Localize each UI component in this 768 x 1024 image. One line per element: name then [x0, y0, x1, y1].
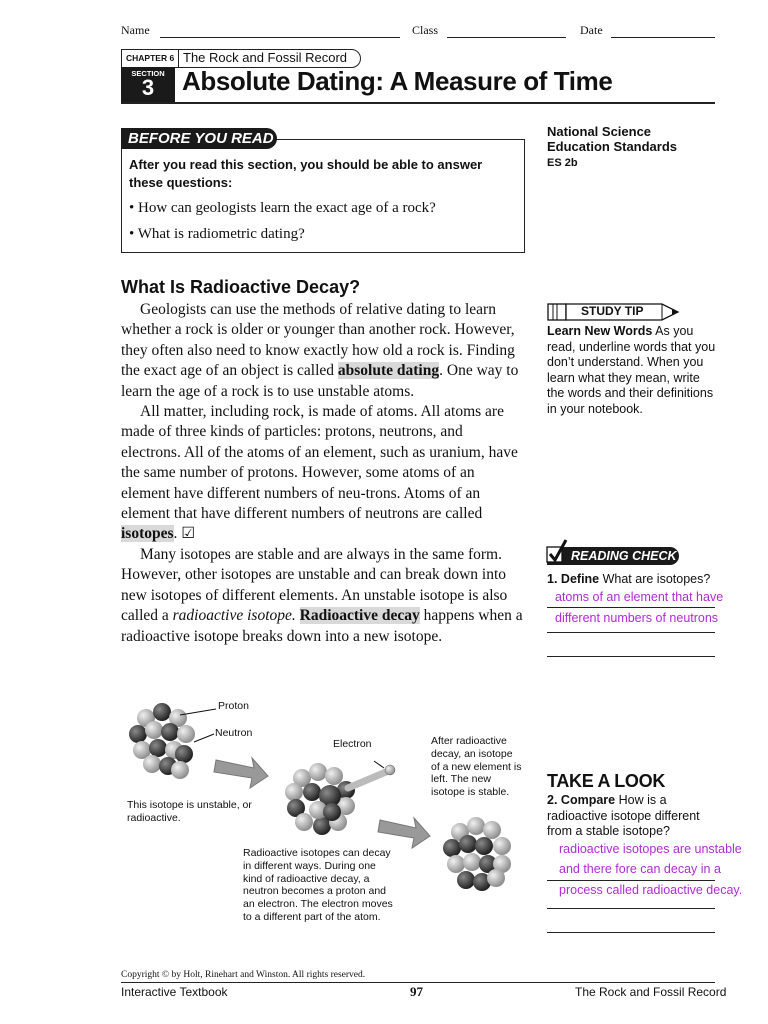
arrow-icon: [378, 818, 430, 848]
answer-line: [547, 908, 715, 909]
name-label: Name: [121, 23, 150, 37]
class-line[interactable]: [447, 37, 566, 38]
name-line[interactable]: [160, 37, 400, 38]
text: . One way to learn the age of a rock is to use unstable atoms.: [121, 362, 519, 400]
text: happens when a radioactive isotope breaks down into a new isotope.: [121, 607, 523, 645]
paragraph: [121, 545, 525, 647]
vocab-term: Radioactive decay: [299, 607, 420, 625]
arrow-icon: [214, 758, 268, 788]
neutron-label: Neutron: [215, 727, 253, 739]
proton-label: Proton: [218, 700, 249, 712]
class-label: Class: [412, 23, 439, 37]
answer-line: [547, 632, 715, 633]
question-text: What are isotopes?: [602, 572, 711, 586]
take-a-look-question: [547, 793, 717, 840]
reading-check-badge: READING CHECK: [571, 549, 677, 563]
chapter-title: The Rock and Fossil Record: [183, 50, 348, 65]
checkmark-icon: [545, 538, 569, 566]
after-decay-caption: After radioactive decay, an isotope of a new element is left. The new isotope is stable.: [431, 735, 522, 799]
answer-line[interactable]: [547, 932, 715, 933]
checkmark-icon: ☑: [181, 525, 196, 543]
answer-line: [547, 880, 715, 881]
before-you-read-question: • What is radiometric dating?: [129, 226, 305, 242]
take-a-look-title: TAKE A LOOK: [547, 771, 666, 791]
date-label: Date: [580, 23, 603, 37]
before-you-read-intro: After you read this section, you should be able to answer these questions:: [129, 157, 483, 190]
text: All matter, including rock, is made of atoms. All atoms are made of three kinds of particles: protons, neutrons, and electrons. All of the atoms of an element, such as uranium, have the same number of protons. However, some atoms of an element have different numbers of neu-trons. Atoms of an element that have different numbers of neutrons are called: [121, 403, 518, 523]
study-tip-lead: Learn New Words: [547, 324, 653, 338]
copyright: Copyright © by Holt, Rinehart and Winston. All rights reserved.: [121, 970, 366, 980]
before-you-read-title: BEFORE YOU READ: [128, 130, 274, 147]
text: Geologists can use the methods of relative dating to learn whether a rock is older or younger than another rock. However, they often also need to know exactly how old a rock is. Finding the exact age of an object is called: [121, 301, 515, 380]
study-tip-text: [547, 324, 717, 417]
section-title: Absolute Dating: A Measure of Time: [182, 66, 613, 96]
paragraph: [121, 402, 525, 545]
standards-title: National Science: [547, 124, 652, 139]
question-number: 1.: [547, 572, 558, 586]
date-line[interactable]: [611, 37, 715, 38]
decay-caption: Radioactive isotopes can decay in different ways. During one kind of radioactive decay, a neutron becomes a proton and an electron. The electron moves to a different part of the atom.: [243, 847, 393, 923]
question-text: How is a radioactive isotope different from a stable isotope?: [547, 793, 700, 838]
unstable-caption: This isotope is unstable, or radioactive.: [127, 799, 252, 824]
reading-check-answer[interactable]: atoms of an element that have: [555, 590, 724, 604]
section-word: SECTION: [131, 69, 165, 78]
footer-rule: [121, 982, 715, 983]
vocab-term: isotopes: [121, 525, 174, 543]
standards-block: [547, 124, 677, 171]
question-verb: Define: [560, 572, 600, 586]
stable-nucleus: [443, 817, 511, 891]
take-a-look-answer[interactable]: process called radioactive decay.: [559, 883, 743, 897]
answer-line: [547, 607, 715, 608]
chapter-label: CHAPTER 6: [126, 53, 175, 63]
section-badge: [121, 67, 175, 103]
italic-term: radioactive isotope.: [172, 607, 296, 625]
footer-chapter-title: The Rock and Fossil Record: [575, 985, 727, 999]
footer-book-title: Interactive Textbook: [121, 985, 228, 999]
before-you-read-tab: [121, 128, 277, 149]
take-a-look-answer[interactable]: and there fore can decay in a: [559, 862, 721, 876]
decaying-nucleus: [285, 763, 355, 835]
study-tip-badge: STUDY TIP: [581, 304, 644, 318]
standards-code: ES 2b: [547, 157, 578, 169]
electron-label: Electron: [333, 738, 372, 750]
section-number: 3: [141, 75, 155, 100]
take-a-look-answer[interactable]: radioactive isotopes are unstable: [559, 842, 742, 856]
question-verb: Compare: [560, 793, 616, 807]
before-you-read-question: • How can geologists learn the exact age of a rock?: [129, 200, 436, 216]
reading-check-question: [547, 572, 717, 588]
vocab-term: absolute dating: [337, 362, 440, 380]
paragraph: [121, 300, 525, 402]
question-number: 2.: [547, 793, 558, 807]
standards-title: Education Standards: [547, 139, 678, 154]
header-rule: [121, 102, 715, 104]
main-body: [121, 300, 525, 647]
section-heading: What Is Radioactive Decay?: [121, 277, 361, 297]
study-tip-body: As you read, underline words that you don’t understand. When you learn what they mean, write the words and their definitions in your notebook.: [547, 324, 716, 416]
text: .: [173, 525, 178, 543]
page-number: 97: [410, 984, 423, 999]
answer-line[interactable]: [547, 656, 715, 657]
electron-particle: [385, 765, 395, 775]
reading-check-answer[interactable]: different numbers of neutrons: [555, 611, 719, 625]
text: Many isotopes are stable and are always in the same form. However, other isotopes are unstable and can break down into new isotopes of different elements. An unstable isotope is also called a: [121, 545, 508, 625]
